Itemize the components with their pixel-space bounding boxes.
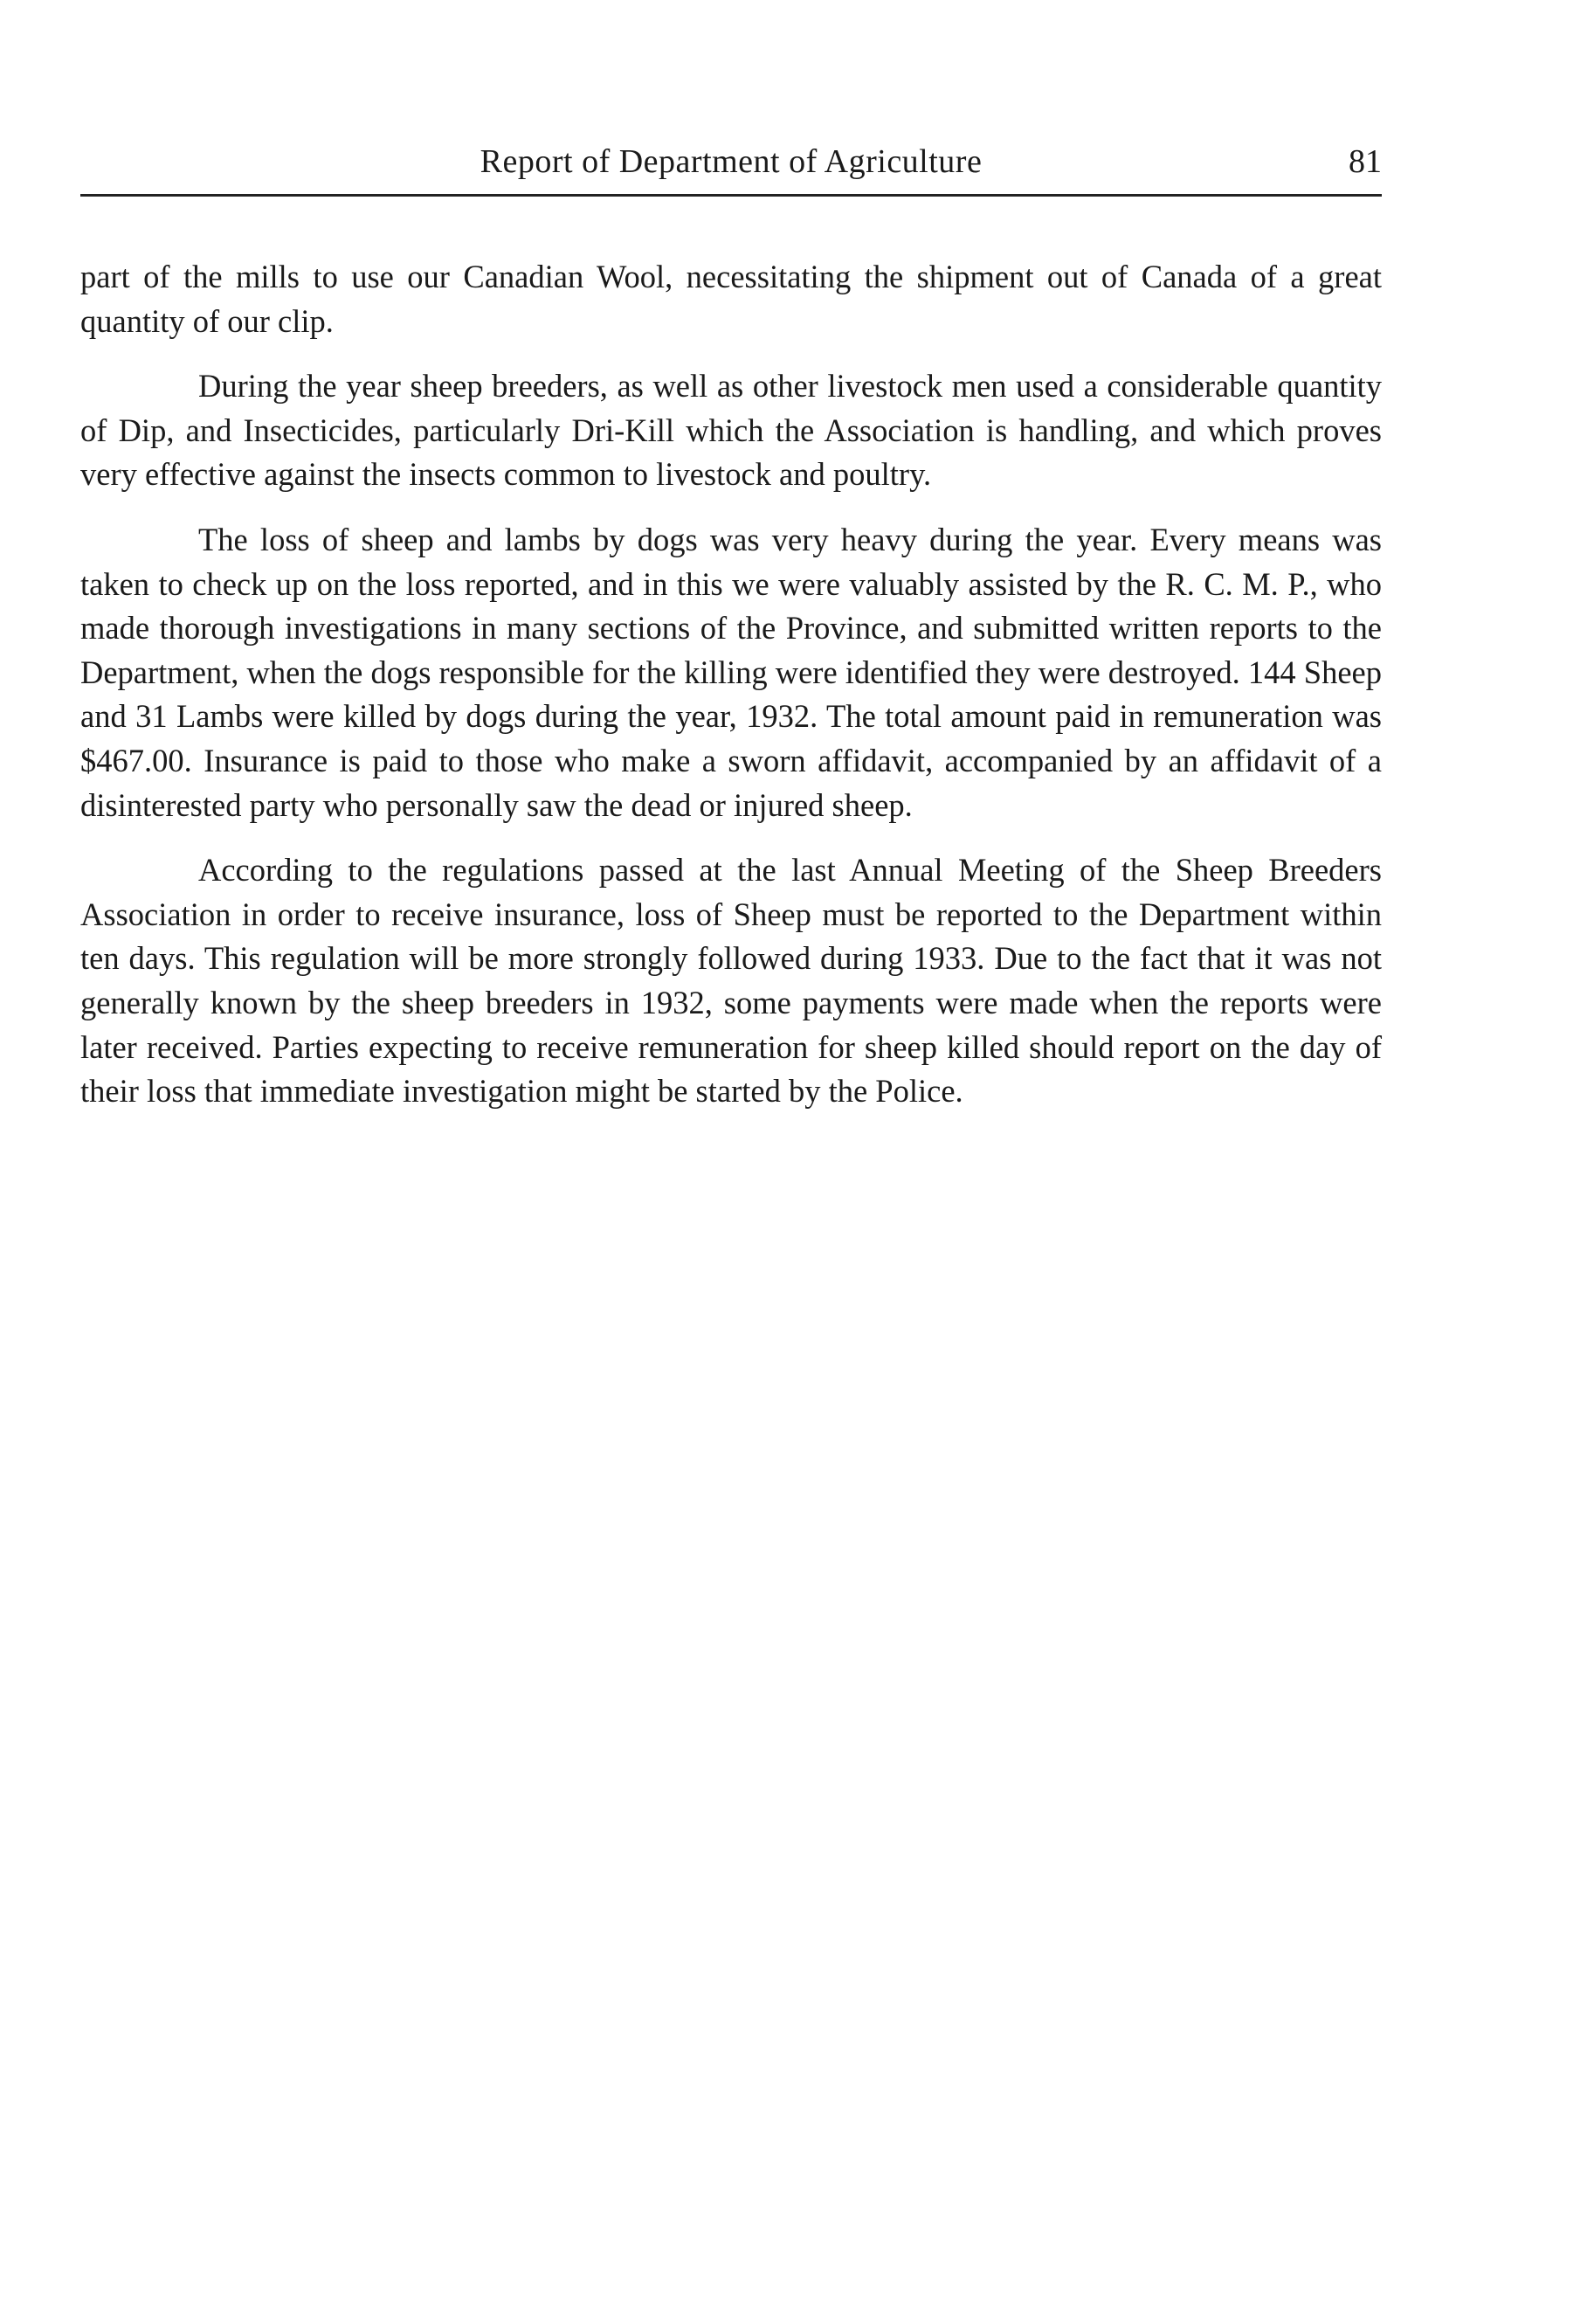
header-rule [80,194,1382,197]
paragraph-regulations: According to the regulations passed at the last Annual Meeting of the Sheep Breeders Association in order to receive insurance, loss of Sheep must be reported to the Department within ten days. This regulation will be more strongly followed during 1933. Due to the fact that it was not generally known by the sheep breeders in 1932, some payments were made when the reports were later received. Parties expecting to receive remuneration for sheep killed should report on the day of their loss that immediate investigation might be started by the Police. [80,852,1382,1110]
running-header [80,140,1382,192]
paragraph-dip-insecticides: During the year sheep breeders, as well as other livestock men used a considerable quantity of Dip, and Insecticides, particularly Dri-Kill which the Association is handling, and which proves very effective against the insects common to livestock and poultry. [80,368,1382,493]
body-text [80,255,1382,1114]
paragraph-continued: part of the mills to use our Canadian Wool, necessitating the shipment out of Canada of a great quantity of our clip. [80,259,1382,339]
running-header-title: Report of Department of Agriculture [480,143,983,180]
paragraph-dog-losses: The loss of sheep and lambs by dogs was very heavy during the year. Every means was taken to check up on the loss reported, and in this we were valuably assisted by the R. C. M. P., who made thorough investigations in many sections of the Province, and submitted written reports to the Department, when the dogs responsible for the killing were identified they were destroyed. 144 Sheep and 31 Lambs were killed by dogs during the year, 1932. The total amount paid in remuneration was $467.00. Insurance is paid to those who make a sworn affidavit, accompanied by an affidavit of a disinterested party who personally saw the dead or injured sheep. [80,521,1382,823]
page-number: 81 [1349,143,1382,180]
